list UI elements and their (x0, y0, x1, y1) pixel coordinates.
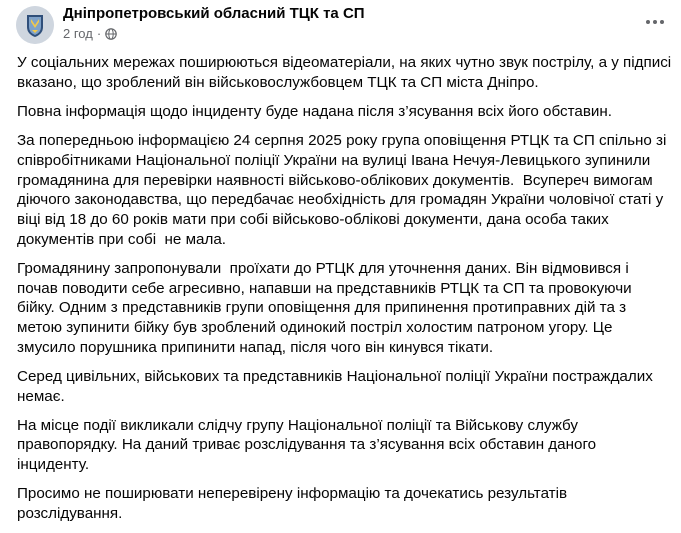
post-header (16, 4, 671, 48)
post-paragraph: Повна інформація щодо інциденту буде надана після з’ясування всіх його обставин. (17, 102, 613, 120)
post-timestamp[interactable]: 2 год (63, 26, 93, 41)
post-subline (63, 25, 365, 43)
post-paragraph: Громадянину запропонували проїхати до РТЦК для уточнення даних. Він відмовився і почав поводити себе агресивно, напавши на представників РТЦК та СП та провокуючи бійку. Одним з представників групи оповіщення для припинення протиправних дій та з метою зупинити бійку був зроблений одинокий постріл холостим патроном угору. Це змусило порушника припинити напад, після чого він кинувся тікати. (17, 259, 636, 356)
post-meta (63, 4, 365, 43)
post-body (17, 53, 676, 533)
globe-icon[interactable] (105, 28, 117, 40)
separator-dot: · (96, 26, 102, 41)
shield-emblem-icon (16, 6, 54, 44)
page-name-link[interactable]: Дніпропетровський обласний ТЦК та СП (63, 5, 365, 22)
post-paragraph: На місце події викликали слідчу групу Національної поліції та Військову службу правопорядку. На даний триває розслідування та з’ясування всіх обставин даного інциденту. (17, 416, 601, 474)
post-paragraph: За попередньою інформацією 24 серпня 2025 року група оповіщення РТЦК та СП спільно зі співробітниками Національної поліції України на вулиці Івана Нечуя-Левицького зупинили громадянина для перевірки наявності військово-облікових документів. Всупереч вимогам діючого законодавства, що передбачає необхідність для громадян України чоловічої статі у віці від 18 до 60 років мати при собі військово-облікові документи, дана особа таких документів при собі не мала. (17, 132, 671, 248)
post-paragraph: Просимо не поширювати неперевірену інформацію та дочекатись результатів розслідування. (17, 485, 572, 523)
post-paragraph: Серед цивільних, військових та представників Національної поліції України постраждалих немає. (17, 367, 658, 405)
more-horizontal-icon (645, 19, 665, 25)
more-options-button[interactable] (639, 6, 671, 38)
post-paragraph: У соціальних мережах поширюються відеоматеріали, на яких чутно звук пострілу, а у підписі вказано, що зроблений він військовослужбовцем ТЦК та СП міста Дніпро. (17, 54, 676, 91)
page-avatar[interactable] (16, 6, 54, 44)
